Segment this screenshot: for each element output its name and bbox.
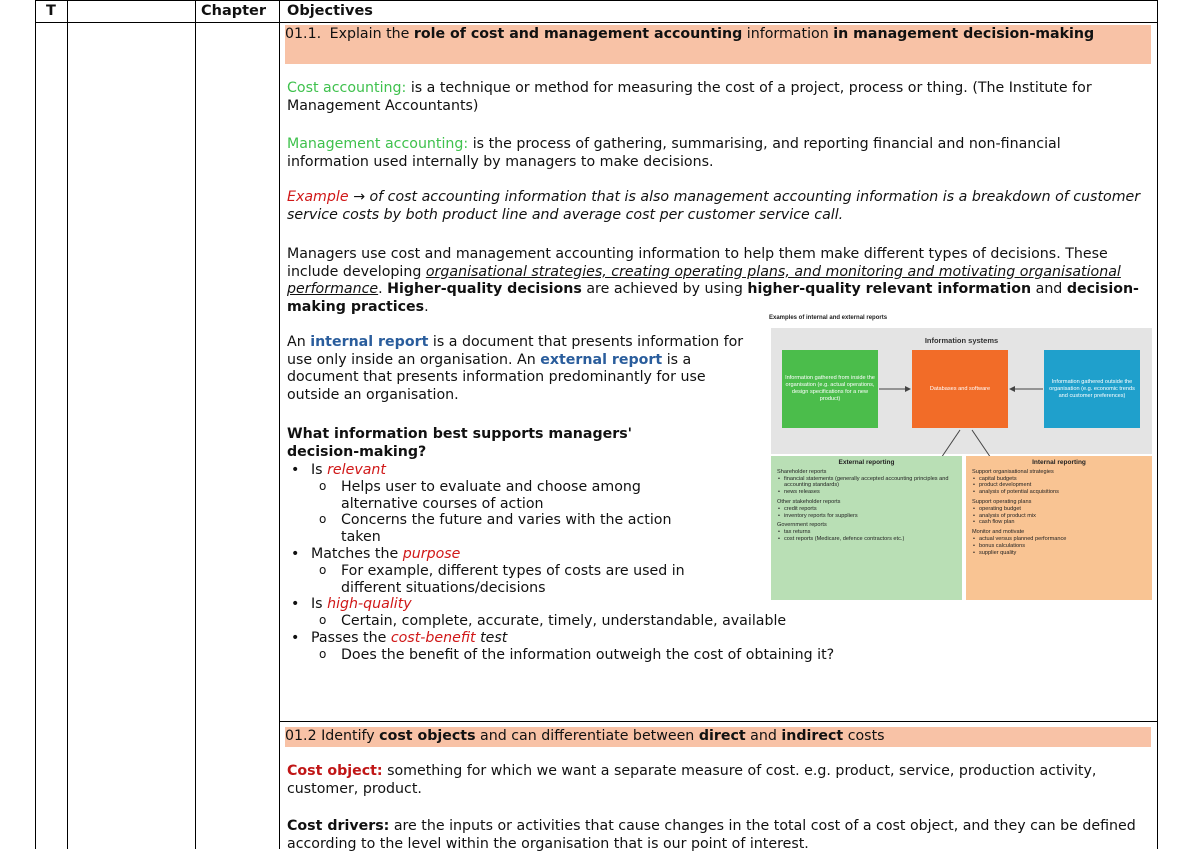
cost-object-definition bbox=[287, 763, 1107, 798]
reports-figure bbox=[769, 315, 1154, 601]
external-reporting-panel bbox=[771, 456, 962, 600]
row-divider bbox=[279, 721, 1158, 722]
cost-object-term: Cost object: bbox=[287, 763, 383, 779]
management-accounting-term: Management accounting: bbox=[287, 136, 469, 152]
cost-drivers-term: Cost drivers: bbox=[287, 818, 390, 834]
managers-text2: . bbox=[378, 281, 383, 297]
objective-bold1: role of cost and management accounting bbox=[413, 26, 743, 42]
management-accounting-definition bbox=[287, 136, 1117, 171]
ext-section: Government reports • tax returns • cost reports (Medicare, defence contractors etc.) bbox=[777, 522, 956, 542]
managers-text1: Managers use cost and management accounting information to help them make different types of decisions. These include developing bbox=[287, 246, 1108, 280]
table-border-top bbox=[35, 0, 1158, 1]
external-report-text: is a document that presents information predominantly for use outside an organisation. bbox=[287, 351, 706, 403]
objective-2-banner: 01.2 Identify cost objects and can differentiate between direct and indirect costs bbox=[285, 727, 1151, 747]
bullet-item: • Is high-quality o Certain, complete, accurate, timely, understandable, available bbox=[287, 596, 907, 630]
figure-arrows bbox=[771, 328, 1152, 458]
managers-paragraph bbox=[287, 246, 1157, 316]
table-header-divider bbox=[35, 22, 1158, 23]
internal-heading: Internal reporting bbox=[1032, 459, 1086, 466]
internal-report-text: is a document that presents information for use only inside an organisation. An bbox=[287, 334, 744, 368]
bullet-item: • Matches the purpose o For example, different types of costs are used in different situations/decisions bbox=[287, 546, 907, 596]
managers-bold3: decision-making practices bbox=[287, 281, 1139, 315]
cost-drivers-text: are the inputs or activities that cause changes in the total cost of a cost object, and they can be defined according to the level within the organisation that is our point of interest. bbox=[287, 818, 1136, 852]
box-inside-info: Information gathered from inside the organisation (e.g. actual operations, design specifications for a new product) bbox=[782, 350, 878, 428]
table-border-col2 bbox=[195, 0, 196, 849]
box-outside-info: Information gathered outside the organisation (e.g. economic trends and customer preferences) bbox=[1044, 350, 1140, 428]
internal-report-term: internal report bbox=[310, 334, 429, 350]
managers-text3: are achieved by using bbox=[586, 281, 743, 297]
cost-accounting-text: is a technique or method for measuring the cost of a project, process or thing. (The Institute for Management Accountants) bbox=[287, 80, 1092, 114]
managers-text5: . bbox=[424, 298, 429, 315]
example-paragraph bbox=[287, 189, 1157, 224]
bullet-item: • Passes the cost-benefit test o Does the benefit of the information outweigh the cost of obtaining it? bbox=[287, 630, 907, 664]
managers-bold2: higher-quality relevant information bbox=[747, 281, 1032, 297]
cost-object-text: something for which we want a separate measure of cost. e.g. product, service, production activity, customer, product. bbox=[287, 763, 1097, 797]
int-section: Support operating plans • operating budget • analysis of product mix • cash flow plan bbox=[972, 499, 1146, 526]
sub-bullet-item: o Does the benefit of the information outweigh the cost of obtaining it? bbox=[311, 647, 907, 664]
information-systems-panel bbox=[771, 328, 1152, 454]
report-definitions bbox=[287, 334, 757, 404]
sub-bullet-list bbox=[311, 479, 711, 546]
objective-mid: information bbox=[746, 26, 829, 42]
table-border-left bbox=[35, 0, 36, 849]
ext-section: Other stakeholder reports • credit reports • inventory reports for suppliers bbox=[777, 499, 956, 519]
objective-1-banner bbox=[285, 25, 1151, 64]
example-text: of cost accounting information that is also management accounting information is a breakdown of customer service costs by both product line and average cost per customer service call. bbox=[287, 189, 1141, 223]
managers-underline: organisational strategies, creating operating plans, and monitoring and motivating organisational performance bbox=[287, 263, 1121, 297]
objective-code: 01.1. bbox=[285, 26, 322, 42]
internal-reporting-panel bbox=[966, 456, 1152, 600]
cost-accounting-term: Cost accounting: bbox=[287, 80, 407, 96]
cost-drivers-definition bbox=[287, 818, 1157, 853]
information-systems-title: Information systems bbox=[924, 336, 999, 345]
int-section: Monitor and motivate • actual versus planned performance • bonus calculations • supplier quality bbox=[972, 529, 1146, 556]
internal-pre: An bbox=[287, 334, 306, 350]
int-section: Support organisational strategies • capital budgets • product development • analysis of potential acquisitions bbox=[972, 469, 1146, 496]
header-objectives: Objectives bbox=[287, 3, 373, 19]
header-t: T bbox=[46, 3, 56, 19]
box-databases: Databases and software bbox=[912, 350, 1008, 428]
sub-bullet-item: o Concerns the future and varies with the action taken bbox=[311, 512, 711, 546]
ext-section: Shareholder reports • financial statements (generally accepted accounting principles and accounting standards) • news releases bbox=[777, 469, 956, 496]
sub-bullet-item: o For example, different types of costs are used in different situations/decisions bbox=[311, 563, 731, 597]
external-report-term: external report bbox=[540, 351, 663, 368]
managers-text4: and bbox=[1035, 281, 1063, 297]
management-accounting-text: is the process of gathering, summarising, and reporting financial and non-financial information used internally by managers to make decisions. bbox=[287, 136, 1061, 170]
sub-bullet-list bbox=[311, 563, 731, 597]
example-label: Example bbox=[287, 189, 349, 205]
question-heading: What information best supports managers' decision-making? bbox=[287, 426, 633, 460]
header-chapter: Chapter bbox=[201, 3, 267, 19]
example-arrow: → bbox=[353, 189, 365, 205]
figure-title: Examples of internal and external reports bbox=[769, 315, 888, 321]
managers-bold1: Higher-quality decisions bbox=[387, 281, 582, 297]
bullet-item: • Is relevant o Helps user to evaluate and choose among alternative courses of action o Concerns the future and varies with the action taken bbox=[287, 462, 907, 546]
sub-bullet-item: o Helps user to evaluate and choose among alternative courses of action bbox=[311, 479, 711, 513]
objective-pre: Explain the bbox=[329, 26, 410, 42]
table-border-col1 bbox=[67, 0, 68, 849]
external-heading: External reporting bbox=[838, 459, 895, 466]
sub-bullet-list bbox=[311, 613, 907, 630]
sub-bullet-item: o Certain, complete, accurate, timely, understandable, available bbox=[311, 613, 907, 630]
cost-accounting-definition bbox=[287, 80, 1127, 115]
sub-bullet-list bbox=[311, 647, 907, 664]
objective-bold2: in management decision-making bbox=[833, 26, 1095, 42]
